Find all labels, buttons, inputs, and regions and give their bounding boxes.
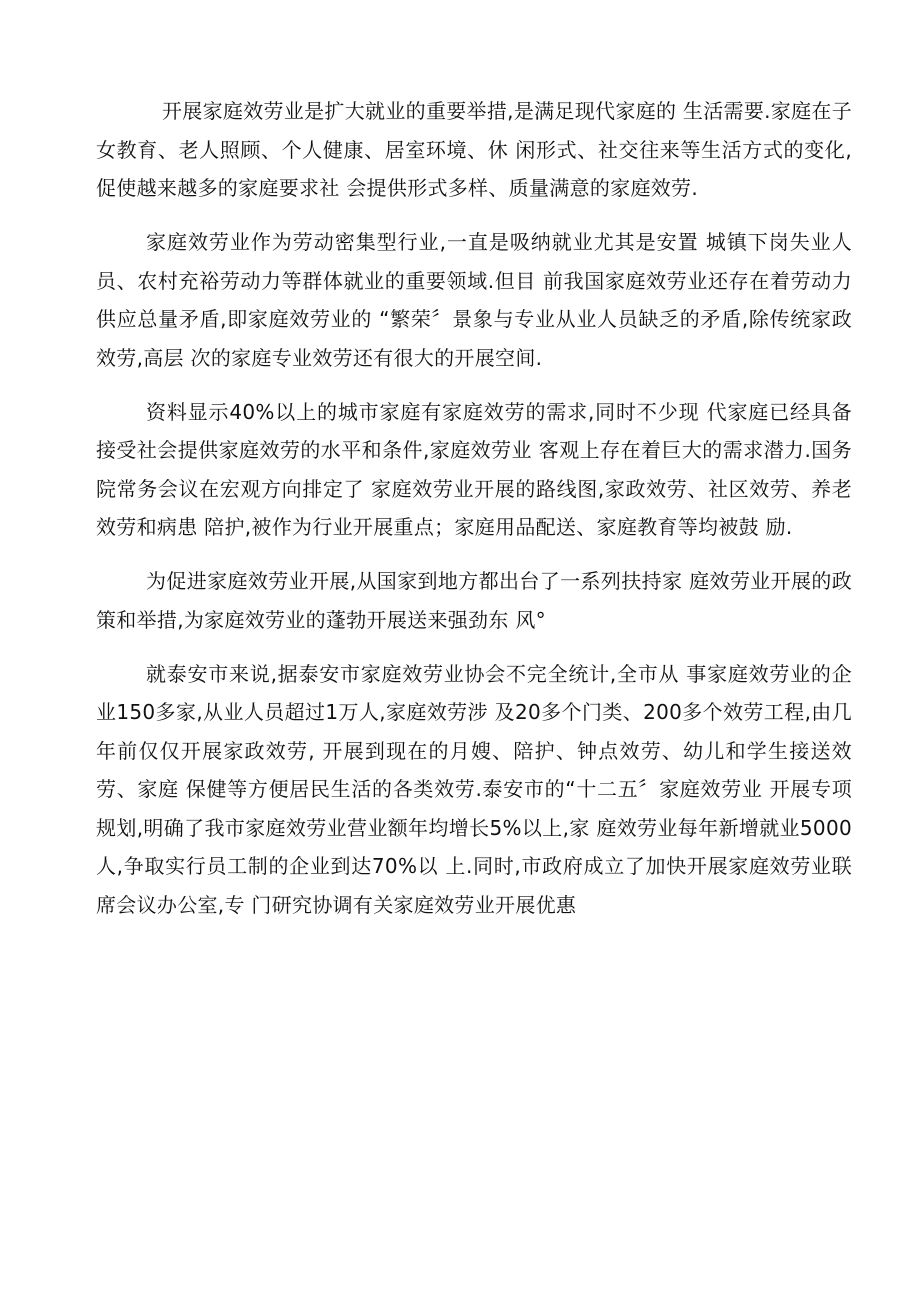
paragraph-3: 资料显示40%以上的城市家庭有家庭效劳的需求,同时不少现 代家庭已经具备接受社会提供家庭效劳的水平和条件,家庭效劳业 客观上存在着巨大的需求潜力.国务院常务会议在宏观方向排定了 家庭效劳业开展的路线图,家政效劳、社区效劳、养老效劳和病患 陪护,被作为行业开展重点；家庭用品配送、家庭教育等均被鼓 励. (96, 399, 852, 539)
paragraph-2: 家庭效劳业作为劳动密集型行业,一直是吸纳就业尤其是安置 城镇下岗失业人员、农村充裕劳动力等群体就业的重要领域.但目 前我国家庭效劳业还存在着劳动力供应总量矛盾,即家庭效劳业的 “繁荣〞景象与专业从业人员缺乏的矛盾,除传统家政效劳,高层 次的家庭专业效劳还有很大的开展空间. (96, 230, 852, 370)
paragraph-4: 为促进家庭效劳业开展,从国家到地方都出台了一系列扶持家 庭效劳业开展的政策和举措,为家庭效劳业的蓬勃开展送来强劲东 风° (96, 569, 852, 632)
document-body (96, 92, 852, 940)
paragraph-1: 开展家庭效劳业是扩大就业的重要举措,是满足现代家庭的 生活需要.家庭在子女教育、老人照顾、个人健康、居室环境、休 闲形式、社交往来等生活方式的变化,促使越来越多的家庭要求社 会提供形式多样、质量满意的家庭效劳. (96, 99, 852, 200)
paragraph-5: 就泰安市来说,据泰安市家庭效劳业协会不完全统计,全市从 事家庭效劳业的企业150多家,从业人员超过1万人,家庭效劳涉 及20多个门类、200多个效劳工程,由几年前仅仅开展家政效劳, 开展到现在的月嫂、陪护、钟点效劳、幼儿和学生接送效劳、家庭 保健等方便居民生活的各类效劳.泰安市的“十二五〞家庭效劳业 开展专项规划,明确了我市家庭效劳业营业额年均增长5%以上,家 庭效劳业每年新增就业5000人,争取实行员工制的企业到达70%以 上.同时,市政府成立了加快开展家庭效劳业联席会议办公室,专 门研究协调有关家庭效劳业开展优惠 (96, 661, 852, 917)
